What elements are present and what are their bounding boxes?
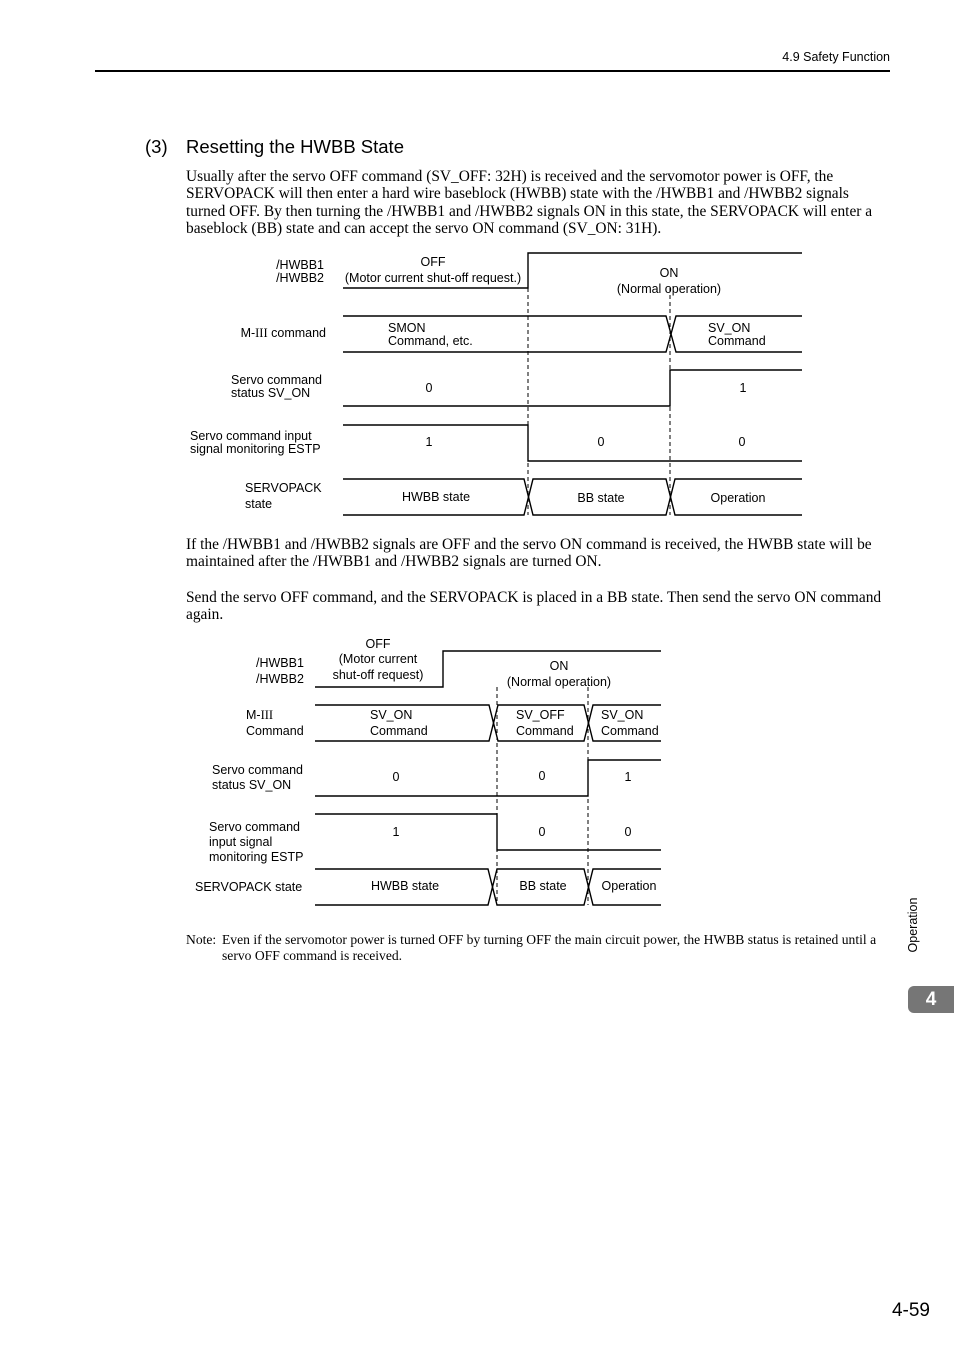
d2-label-hwbb1: /HWBB1 bbox=[256, 656, 304, 670]
d1-label-state-1: SERVOPACK bbox=[245, 481, 322, 495]
d2-hwbb-off-sub1: (Motor current bbox=[338, 652, 418, 666]
section-number: (3) bbox=[145, 136, 168, 157]
page-number: 4-59 bbox=[891, 1300, 930, 1321]
d2-state-a: HWBB state bbox=[370, 879, 440, 893]
d1-hwbb-off-sub: (Motor current shut-off request.) bbox=[344, 271, 522, 285]
d2-label-estp-3: monitoring ESTP bbox=[209, 850, 304, 864]
d2-cmd-b2: Command bbox=[516, 724, 574, 738]
d1-label-estp-1: Servo command input bbox=[190, 429, 312, 443]
d2-status-c: 1 bbox=[624, 770, 632, 784]
d1-label-estp-2: signal monitoring ESTP bbox=[190, 442, 321, 456]
note-label: Note: bbox=[186, 932, 217, 947]
d2-estp-a: 1 bbox=[392, 825, 400, 839]
d2-cmd-b1: SV_OFF bbox=[516, 708, 565, 722]
d2-label-command-2: Command bbox=[246, 724, 304, 738]
d2-label-estp-2: input signal bbox=[209, 835, 273, 849]
d2-status-waveform bbox=[315, 760, 661, 796]
d2-estp-c: 0 bbox=[624, 825, 632, 839]
header-section: 4.9 Safety Function bbox=[782, 50, 890, 64]
d1-estp-c: 0 bbox=[738, 435, 746, 449]
d1-label-command: M-III command bbox=[240, 326, 326, 340]
d2-label-hwbb2: /HWBB2 bbox=[256, 672, 304, 686]
d2-label-estp-1: Servo command bbox=[209, 820, 301, 834]
d1-status-a: 0 bbox=[425, 381, 433, 395]
d1-state-b: BB state bbox=[577, 491, 625, 505]
d1-cmd-a2: Command, etc. bbox=[388, 334, 473, 348]
note-text: Even if the servomotor power is turned OFF by turning OFF the main circuit power, the HWBB status is retained until a servo OFF command is received. bbox=[222, 932, 877, 963]
d1-state-a: HWBB state bbox=[401, 490, 471, 504]
side-chapter-label: Operation bbox=[906, 897, 920, 953]
d2-estp-waveform bbox=[315, 814, 661, 850]
paragraph-2: If the /HWBB1 and /HWBB2 signals are OFF and the servo ON command is received, the HWBB state will be maintained after the /HWBB1 and /HWBB2 signals are turned ON. bbox=[186, 536, 872, 571]
d2-label-status-2: status SV_ON bbox=[212, 778, 292, 792]
d2-status-b: 0 bbox=[538, 769, 546, 783]
paragraph-3: Send the servo OFF command, and the SERVOPACK is placed in a BB state. Then send the servo ON command again. bbox=[186, 589, 882, 624]
d1-status-b: 1 bbox=[739, 381, 747, 395]
d2-cmd-a1: SV_ON bbox=[370, 708, 413, 722]
paragraph-1: Usually after the servo OFF command (SV_OFF: 32H) is received and the servomotor power is OFF, the SERVOPACK will then enter a hard wire baseblock (HWBB) state with the /HWBB1 and /HWBB2 signals turned OFF. By then turning the /HWBB1 and /HWBB2 signals ON in this state, the SERVOPACK will enter a baseblock (BB) state and can accept the servo ON command (SV_ON: 31H). bbox=[186, 168, 873, 238]
d1-label-status-1: Servo command bbox=[231, 373, 323, 387]
d2-cmd-a2: Command bbox=[370, 724, 428, 738]
d1-label-hwbb2: /HWBB2 bbox=[276, 271, 324, 285]
d2-state-c: Operation bbox=[601, 879, 657, 893]
note bbox=[186, 932, 891, 964]
d1-label-state-2: state bbox=[245, 497, 273, 511]
d1-hwbb-off: OFF bbox=[420, 255, 446, 269]
d2-hwbb-off: OFF bbox=[365, 637, 391, 651]
d2-cmd-c1: SV_ON bbox=[601, 708, 644, 722]
d1-cmd-b1: SV_ON bbox=[708, 321, 751, 335]
d2-status-a: 0 bbox=[392, 770, 400, 784]
d2-hwbb-on-sub: (Normal operation) bbox=[506, 675, 612, 689]
d1-cmd-a1: SMON bbox=[388, 321, 426, 335]
d2-estp-b: 0 bbox=[538, 825, 546, 839]
d2-hwbb-on: ON bbox=[549, 659, 569, 673]
d1-hwbb-on: ON bbox=[659, 266, 679, 280]
d1-label-status-2: status SV_ON bbox=[231, 386, 311, 400]
chapter-tab: 4 bbox=[908, 986, 954, 1013]
d2-hwbb-off-sub2: shut-off request) bbox=[332, 668, 424, 682]
d2-state-b: BB state bbox=[519, 879, 567, 893]
d1-hwbb-on-sub: (Normal operation) bbox=[616, 282, 722, 296]
d1-estp-b: 0 bbox=[597, 435, 605, 449]
d1-state-c: Operation bbox=[710, 491, 766, 505]
d2-cmd-c2: Command bbox=[601, 724, 659, 738]
d1-estp-a: 1 bbox=[425, 435, 433, 449]
section-title-text: Resetting the HWBB State bbox=[186, 136, 404, 157]
d2-label-command-1: M-III bbox=[246, 708, 274, 722]
d1-label-hwbb1: /HWBB1 bbox=[276, 258, 324, 272]
d2-label-status-1: Servo command bbox=[212, 763, 304, 777]
d1-cmd-b2: Command bbox=[708, 334, 766, 348]
d2-label-state: SERVOPACK state bbox=[195, 880, 303, 894]
